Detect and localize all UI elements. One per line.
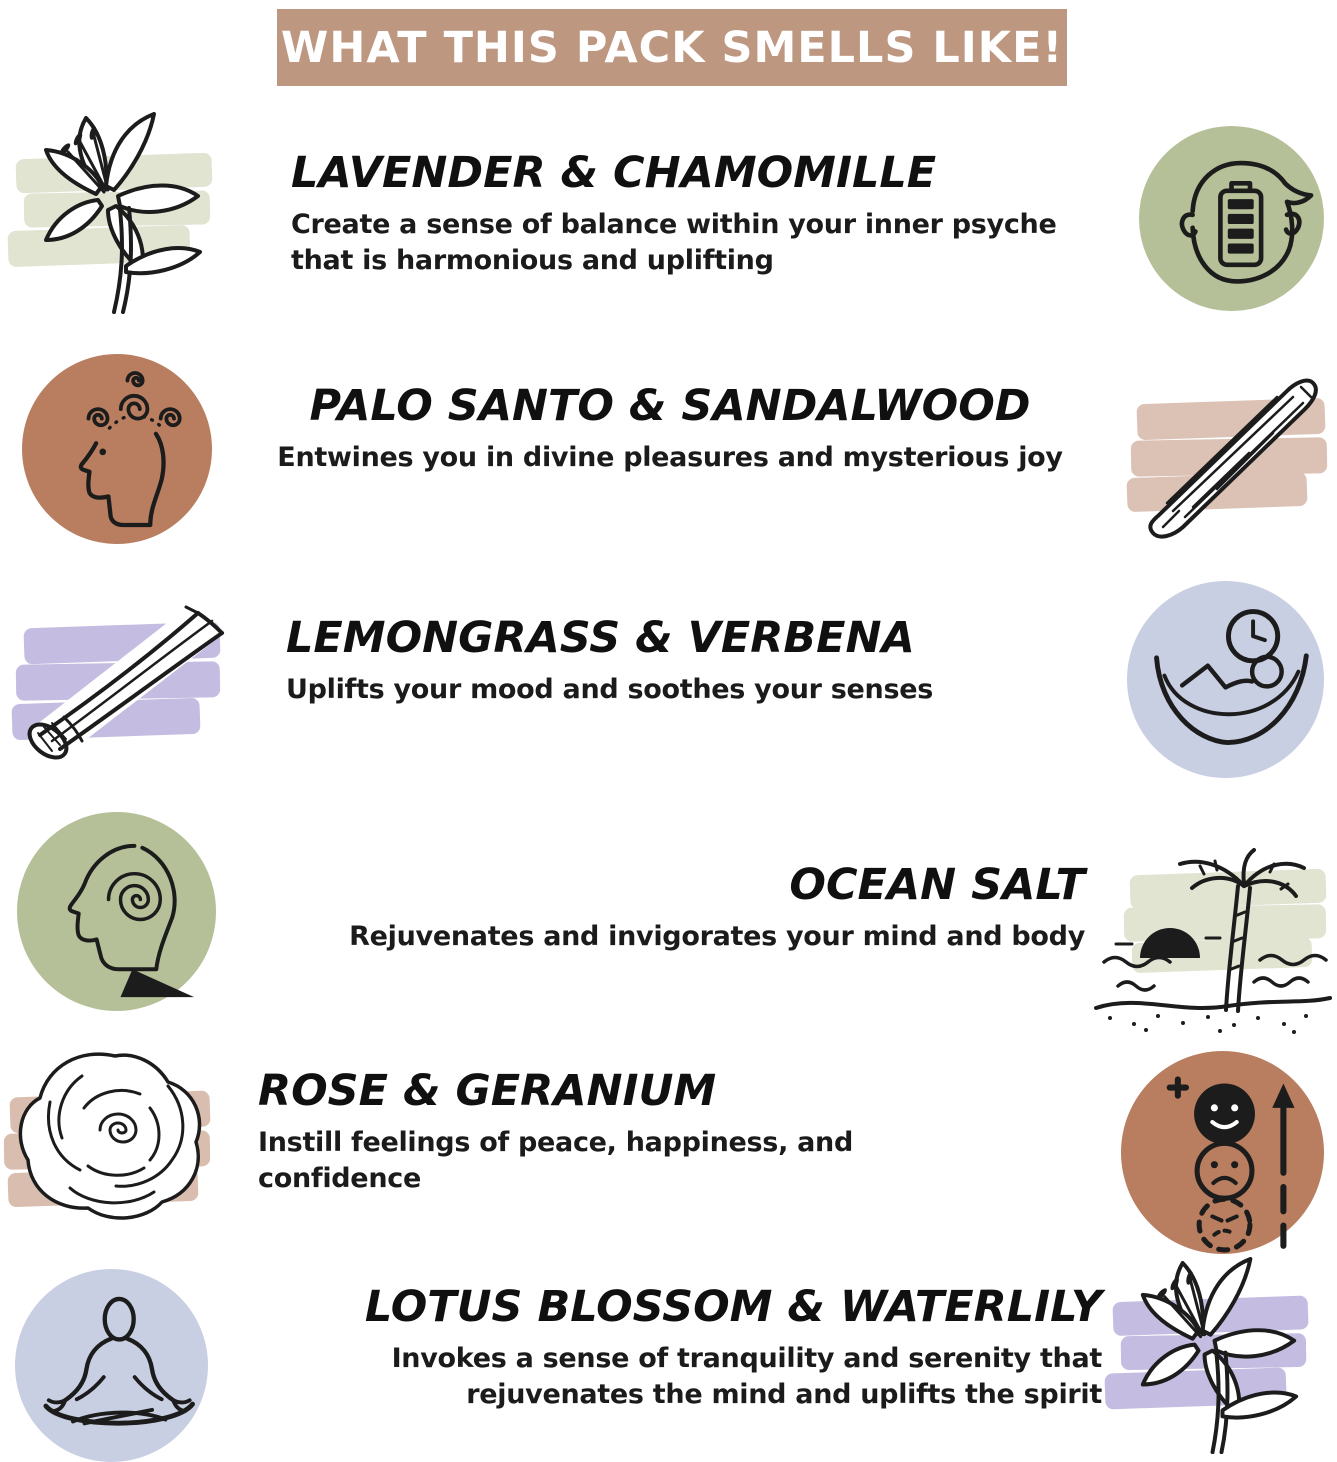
scent-section-rose — [258, 1068, 1018, 1197]
lemongrass-icon — [0, 587, 240, 773]
scent-section-lavender — [291, 150, 1071, 279]
scent-description: Create a sense of balance within your inner psyche that is harmonious and uplifting — [291, 209, 1057, 276]
lemongrass-stalks-illustration — [0, 587, 240, 773]
scent-name: PALO SANTO & SANDALWOOD — [309, 381, 1031, 431]
rose-flower-illustration — [0, 1038, 232, 1246]
rose-icon — [0, 1038, 232, 1246]
beach-palm-icon — [1088, 846, 1337, 1034]
scent-description: Instill feelings of peace, happiness, and confidence — [258, 1127, 853, 1194]
hammock-relaxation-icon — [1127, 581, 1324, 778]
lily-flower-illustration — [2, 98, 242, 320]
mood-improvement-scale-icon — [1121, 1051, 1324, 1254]
lily-flower-icon — [2, 98, 242, 320]
calm-mind-spiral-head-icon — [17, 812, 216, 1011]
scent-name: LOTUS BLOSSOM & WATERLILY — [364, 1282, 1102, 1332]
scent-section-lotus — [345, 1284, 1102, 1413]
scent-description: Uplifts your mood and soothes your senses — [286, 674, 934, 706]
meditating-person-icon — [15, 1269, 208, 1462]
recharged-mind-battery-head-icon — [1139, 126, 1324, 311]
lily-flower-purple-illustration — [1099, 1257, 1337, 1455]
scent-name: OCEAN SALT — [789, 860, 1085, 910]
scent-section-lemongrass — [286, 615, 1006, 708]
scent-description: Entwines you in divine pleasures and mysterious joy — [277, 442, 1063, 474]
beach-palm-sunset-illustration — [1088, 846, 1337, 1034]
creative-mind-head-icon — [22, 354, 212, 544]
scent-section-ocean-salt — [330, 862, 1085, 955]
scent-name: ROSE & GERANIUM — [258, 1066, 717, 1116]
scent-description: Invokes a sense of tranquility and serenity that rejuvenates the mind and uplifts the spirit — [391, 1343, 1102, 1410]
scent-description: Rejuvenates and invigorates your mind and body — [349, 921, 1085, 953]
title-banner-label: WHAT THIS PACK SMELLS LIKE! — [280, 22, 1064, 73]
title-banner — [277, 9, 1067, 86]
scent-name: LAVENDER & CHAMOMILLE — [291, 148, 937, 198]
scent-name: LEMONGRASS & VERBENA — [286, 613, 915, 663]
palo-santo-wood-stick-illustration — [1097, 357, 1337, 543]
palo-santo-wood-icon — [1097, 357, 1337, 543]
scent-section-palo-santo — [260, 383, 1080, 476]
lily-flower-purple-icon — [1099, 1257, 1337, 1454]
